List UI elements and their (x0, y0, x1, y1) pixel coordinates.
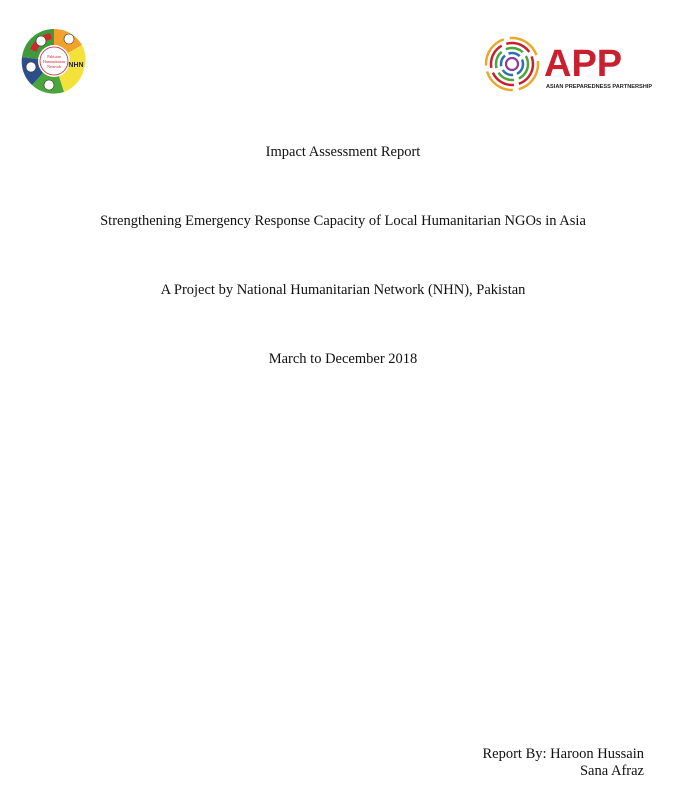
nhn-logo-icon (20, 27, 88, 95)
svg-text:Humanitarian: Humanitarian (43, 59, 65, 64)
svg-text:Pakistan: Pakistan (47, 54, 61, 59)
report-dates: March to December 2018 (268, 351, 418, 367)
report-by-line: Report By: Haroon Hussain (482, 746, 644, 762)
report-authors (483, 746, 645, 780)
svg-text:NHN: NHN (68, 62, 84, 69)
project-line: A Project by National Humanitarian Network (NHN), Pakistan (160, 282, 526, 298)
report-subtitle: Strengthening Emergency Response Capacity of Local Humanitarian NGOs in Asia (100, 213, 586, 229)
svg-text:ASIAN PREPAREDNESS PARTNERSHIP: ASIAN PREPAREDNESS PARTNERSHIP (546, 84, 653, 90)
second-author: Sana Afraz (579, 763, 644, 779)
app-logo-icon (484, 34, 654, 94)
svg-text:Network: Network (47, 64, 61, 69)
svg-text:APP: APP (544, 43, 623, 85)
report-title: Impact Assessment Report (265, 144, 421, 160)
